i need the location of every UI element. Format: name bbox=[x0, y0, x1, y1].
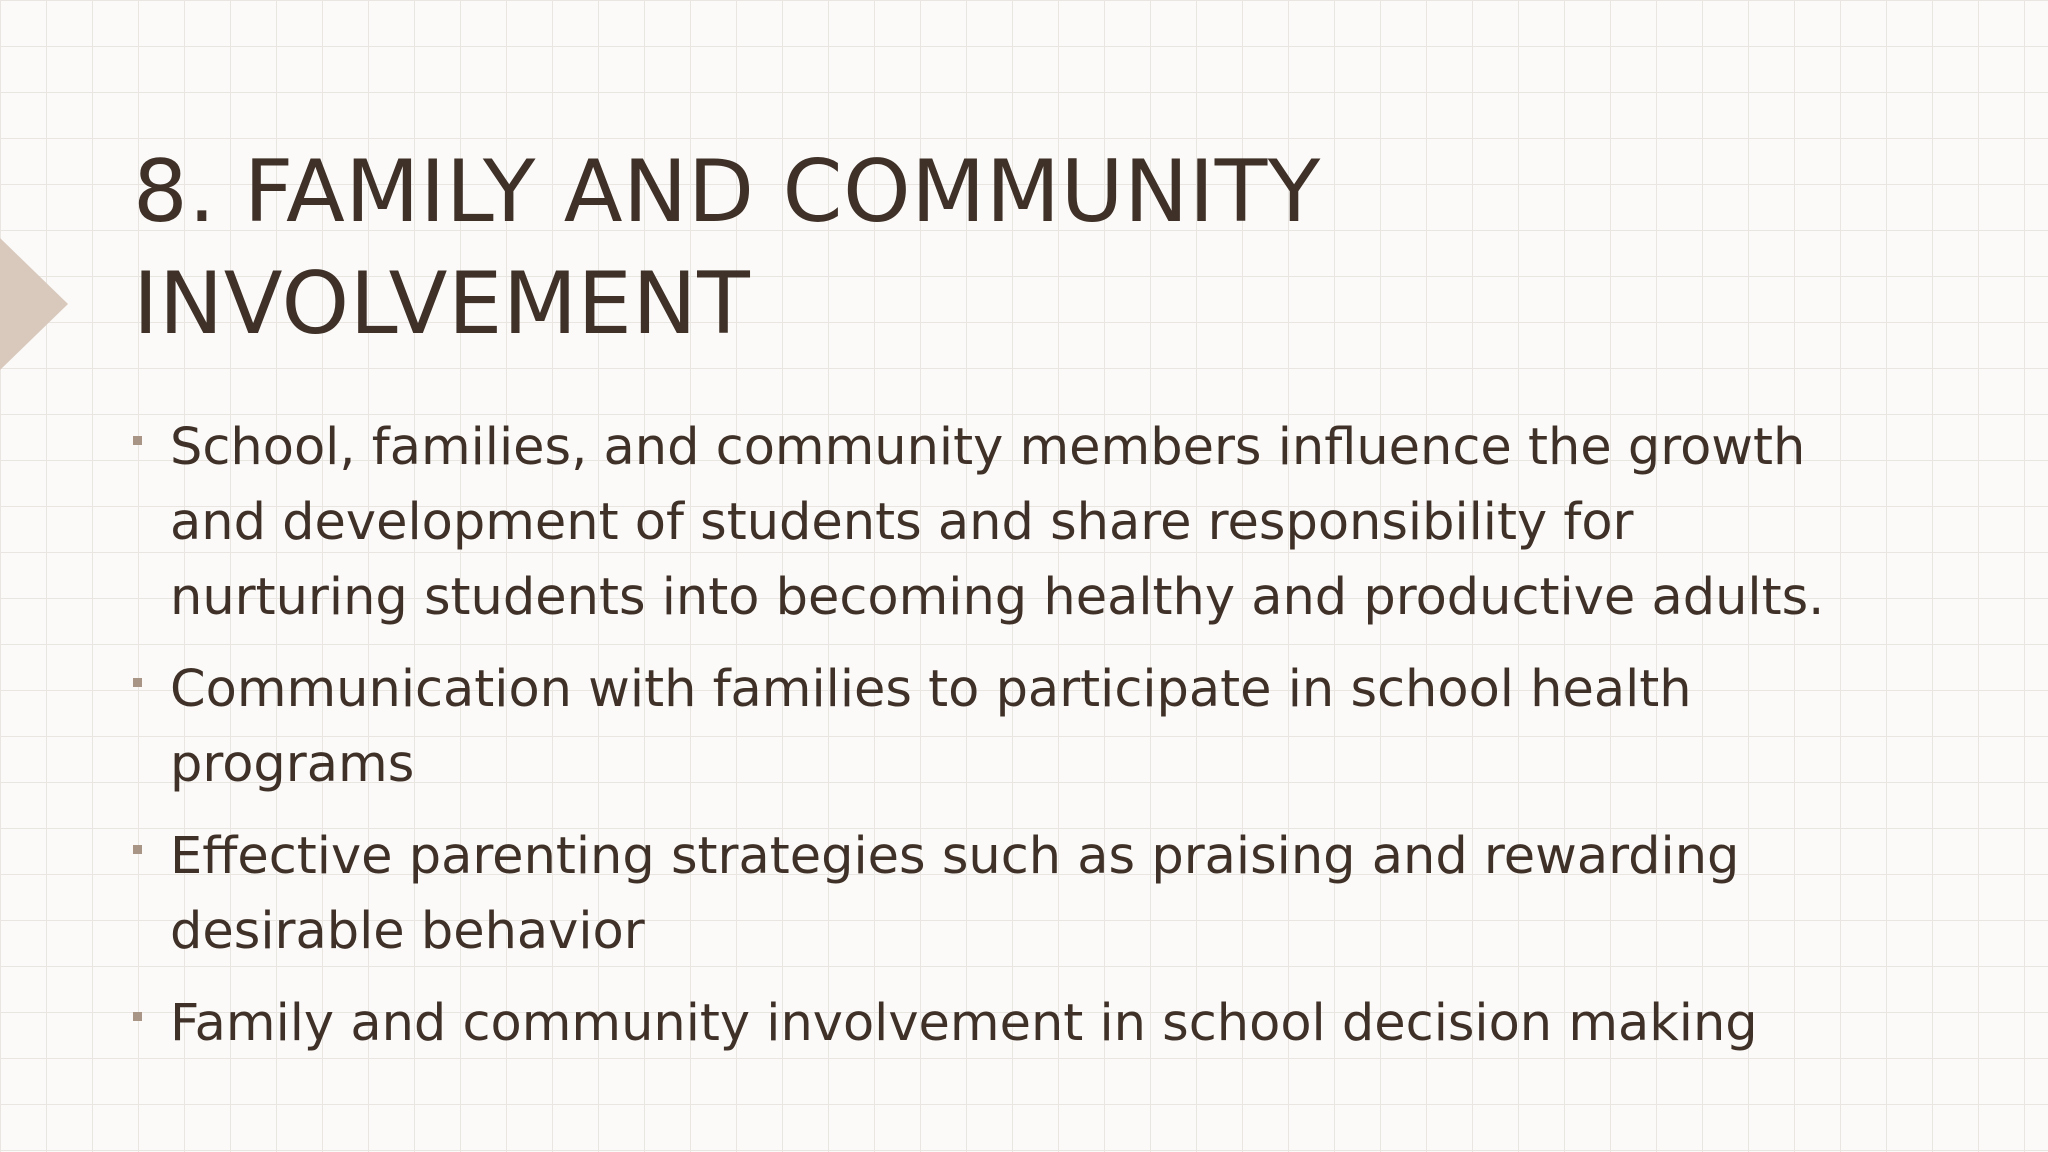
bullet-text: Effective parenting strategies such as praising and rewarding desirable behavior bbox=[170, 827, 1740, 961]
bullet-list bbox=[133, 410, 1853, 1078]
bullet-item bbox=[133, 652, 1853, 802]
bullet-text: School, families, and community members influence the growth and development of students and share responsibility for nurturing students into becoming healthy and productive adults. bbox=[170, 418, 1825, 627]
square-bullet-icon bbox=[133, 845, 142, 854]
bullet-text: Family and community involvement in school decision making bbox=[170, 994, 1758, 1053]
bullet-item bbox=[133, 986, 1853, 1061]
slide-title: 8. FAMILY AND COMMUNITY INVOLVEMENT bbox=[133, 142, 1321, 354]
bullet-item bbox=[133, 819, 1853, 969]
bullet-text: Communication with families to participate in school health programs bbox=[170, 660, 1692, 794]
square-bullet-icon bbox=[133, 1012, 142, 1021]
square-bullet-icon bbox=[133, 436, 142, 445]
bullet-item bbox=[133, 410, 1853, 635]
square-bullet-icon bbox=[133, 678, 142, 687]
right-triangle-icon bbox=[0, 238, 68, 370]
